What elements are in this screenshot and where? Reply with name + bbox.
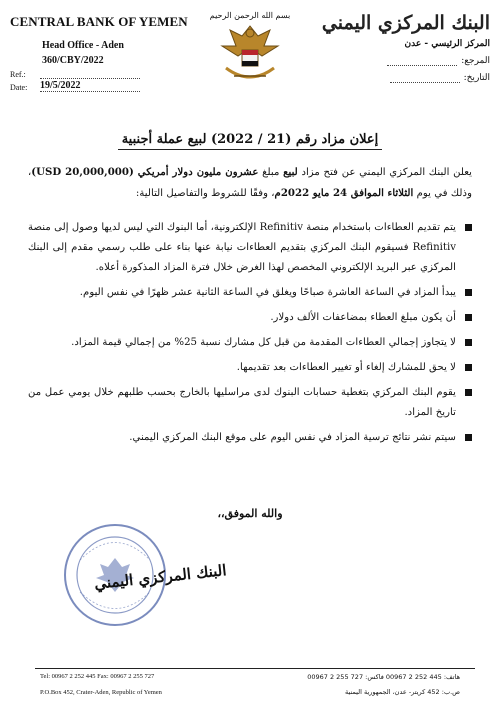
list-item [28,283,474,303]
condition-text: لا يحق للمشارك إلغاء أو تغيير العطاءات بعد تقديمها. [236,362,456,373]
date-dots [390,72,460,83]
yemen-emblem [208,6,292,96]
arabic-letterhead [320,14,490,83]
intro-text-1: يعلن البنك المركزي اليمني عن فتح مزاد [297,167,472,178]
head-office-english: Head Office - Aden [42,40,124,51]
condition-text: يقوم البنك المركزي بتغطية حسابات البنوك لدى مراسليها بالخارج بحسب طلبهم خلال يومي عمل من تاريخ المزاد. [28,387,456,418]
ref-field-arabic [320,55,490,66]
intro-bold-amount: عشرون مليون دولار أمريكي (20,000,000 USD) [31,166,259,178]
condition-text: لا يتجاوز إجمالي العطاءات المقدمة من قبل كل مشارك نسبة 25% من إجمالي قيمة المزاد. [71,337,456,348]
date-value: 19/5/2022 [40,80,140,92]
bank-name-english: CENTRAL BANK OF YEMEN [10,14,188,29]
condition-text: أن يكون مبلغ العطاء بمضاعفات الألف دولار. [270,312,456,323]
bullet-square-icon [465,289,472,296]
intro-paragraph [28,162,472,204]
bullet-square-icon [465,434,472,441]
list-item [28,333,474,353]
stamp-overlay-text: البنك المركزي اليمني [93,561,228,593]
bullet-square-icon [465,339,472,346]
date-field-arabic [320,72,490,83]
closing-phrase: والله الموفق،، [217,507,283,520]
bullet-square-icon [465,224,472,231]
condition-text: يبدأ المزاد في الساعة العاشرة صباحًا ويغلق في الساعة الثانية عشر ظهرًا في نفس اليوم. [79,287,456,298]
footer-address-arabic: ص.ب: 452 كريتر- عدن، الجمهورية اليمنية [345,688,460,696]
ref-label: Ref.: [10,70,26,79]
ref-dots [387,55,457,66]
list-item [28,383,474,423]
footer-address-english: P.O.Box 452, Crater-Aden, Republic of Yemen [40,689,162,696]
date-field [10,80,170,92]
list-item [28,428,474,448]
footer-divider [35,668,475,669]
date-label: Date: [10,83,28,92]
head-office-arabic: المركز الرئيسي - عدن [404,39,490,49]
eagle-emblem-icon [208,6,292,96]
date-label-arabic: التاريخ: [463,73,490,83]
english-letterhead [10,14,188,92]
intro-bold-date: الثلاثاء الموافق 24 مايو 2022م [274,187,414,199]
reference-number: 360/CBY/2022 [42,55,104,66]
ref-label-arabic: المرجع: [461,56,490,66]
bullet-square-icon [465,389,472,396]
condition-text: يتم تقديم العطاءات باستخدام منصة Refinitiv الإلكترونية، أما البنوك التي ليس لديها وصول إلى منصة Refinitiv فسيقوم البنك المركزي بتقديم العطاءات نيابة عنها بناء على طلب رسمي مقدم إلى البنك المركزي عبر البريد الإلكتروني المخصص لهذا الغرض خلال فترة المزاد المذكورة أعلاه. [28,222,456,273]
bank-name-arabic: البنك المركزي اليمني [321,12,490,34]
intro-text-3: ، وذلك في يوم [28,167,472,199]
list-item [28,358,474,378]
footer-contact-english: Tel: 00967 2 252 445 Fax: 00967 2 255 727 [40,673,155,680]
list-item [28,218,474,278]
bullet-square-icon [465,314,472,321]
ref-field [10,67,170,79]
announcement-title [0,128,500,147]
intro-text-4: ، وفقًا للشروط والتفاصيل التالية: [135,188,275,199]
intro-text-2: مبلغ [258,167,284,178]
intro-bold-sell: لبيع [283,166,298,178]
footer-contact-arabic: هاتف: 445 252 2 00967 فاكس: 727 255 2 00967 [307,673,460,681]
list-item [28,308,474,328]
basmala-text: بسم الله الرحمن الرحيم [209,11,291,20]
bullet-square-icon [465,364,472,371]
condition-text: سيتم نشر نتائج ترسية المزاد في نفس اليوم على موقع البنك المركزي اليمني. [129,432,456,443]
title-text: إعلان مزاد رقم (21 / 2022) لبيع عملة أجنبية [118,132,383,150]
ref-value [40,67,140,79]
conditions-list [28,218,474,453]
